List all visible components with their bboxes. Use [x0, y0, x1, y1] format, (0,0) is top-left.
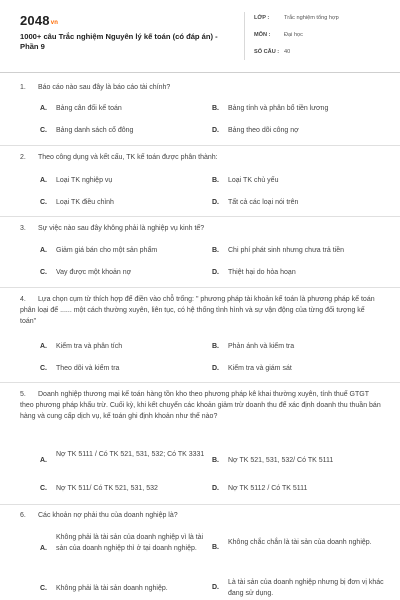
logo-text: 2048: [20, 13, 50, 28]
option-label: C.: [40, 585, 47, 592]
option-label: A.: [40, 177, 47, 184]
meta-value: Đại học: [284, 32, 303, 38]
site-logo[interactable]: [20, 13, 58, 28]
question-text: Các khoản nợ phải thu của doanh nghiệp là?: [38, 512, 178, 519]
question-number: 6.: [20, 512, 26, 519]
question-text: Lựa chọn cụm từ thích hợp để điền vào chỗ trống: " phương pháp tài khoản kế toán là phương pháp kế toán phân loại để ...... một cách thường xuyên, liên tục, có hệ thống tình hình và sự vận động của từng đối tượng kế toán": [20, 296, 375, 325]
question-number: 3.: [20, 225, 26, 232]
option-text: Bảng tính và phân bổ tiền lương: [228, 105, 329, 112]
option-text: Giảm giá bán cho một sản phẩm: [56, 247, 158, 254]
option-text: Theo dõi và kiểm tra: [56, 365, 120, 372]
option-text: Kiểm tra và phân tích: [56, 343, 123, 350]
option-text: Tất cả các loại nói trên: [228, 199, 299, 206]
option-label: D.: [212, 365, 219, 372]
option-text: Bảng danh sách cổ đông: [56, 127, 134, 134]
question-divider: [0, 145, 400, 146]
question-text: Sự việc nào sau đây không phải là nghiệp vụ kinh tế?: [38, 225, 205, 232]
question-number: 5.: [20, 391, 26, 398]
option-label: A.: [40, 343, 47, 350]
option-label: D.: [212, 127, 219, 134]
option-label: B.: [212, 343, 219, 350]
document-meta: [254, 15, 394, 66]
option-text: Kiểm tra và giám sát: [228, 365, 292, 372]
option-text: Thiệt hại do hỏa hoạn: [228, 269, 296, 276]
meta-key: MÔN :: [254, 32, 271, 38]
question-5: [20, 389, 382, 422]
question-1: [20, 82, 382, 93]
option-label: A.: [40, 105, 47, 112]
page-title: 1000+ câu Trắc nghiệm Nguyên lý kế toán (có đáp án) - Phần 9: [20, 32, 218, 51]
logo-suffix: vn: [50, 20, 59, 26]
option-text: Phản ánh và kiểm tra: [228, 343, 295, 350]
option-label: A.: [40, 247, 47, 254]
option-text: Nợ TK 511/ Có TK 521, 531, 532: [56, 485, 158, 492]
meta-value: Trắc nghiệm tổng hợp: [284, 15, 339, 21]
meta-row-count: [254, 49, 394, 66]
option-label: B.: [212, 105, 219, 112]
question-text: Theo công dụng và kết cấu, TK kế toán được phân thành:: [38, 154, 218, 161]
question-divider: [0, 216, 400, 217]
option-text: Nợ TK 521, 531, 532/ Có TK 5111: [228, 457, 334, 464]
question-4: [20, 294, 382, 327]
option-label: C.: [40, 365, 47, 372]
meta-key: LỚP :: [254, 15, 270, 21]
option-label: B.: [212, 177, 219, 184]
option-label: A.: [40, 545, 47, 552]
option-text: Nợ TK 5112 / Có TK 5111: [228, 485, 308, 492]
option-text: Bảng cân đối kế toán: [56, 105, 122, 112]
question-divider: [0, 382, 400, 383]
option-label: C.: [40, 485, 47, 492]
option-label: D.: [212, 199, 219, 206]
option-text: Là tài sản của doanh nghiệp nhưng bị đơn vị khác đang sử dụng.: [228, 579, 384, 597]
option-text: Nợ TK 5111 / Có TK 521, 531, 532; Có TK 3331: [56, 451, 205, 458]
option-text: Loại TK nghiệp vụ: [56, 177, 113, 184]
option-text: Vay được một khoản nợ: [56, 269, 132, 276]
option-label: D.: [212, 584, 219, 591]
option-label: B.: [212, 247, 219, 254]
option-label: D.: [212, 485, 219, 492]
option-text: Bảng theo dõi công nợ: [228, 127, 299, 134]
option-label: C.: [40, 199, 47, 206]
question-divider: [0, 287, 400, 288]
question-text: Doanh nghiệp thương mại kế toán hàng tồn kho theo phương pháp kê khai thường xuyên, tính thuế GTGT theo phương pháp khấu trừ. Cuối kỳ, khi kết chuyển các khoản giảm trừ doanh thu để xác định doanh thu thuần bán hàng và cung cấp dịch vụ, kế toán ghi định khoản như thế nào?: [20, 391, 381, 420]
question-number: 2.: [20, 154, 26, 161]
option-text: Loại TK chủ yếu: [228, 177, 279, 184]
option-label: C.: [40, 127, 47, 134]
option-label: D.: [212, 269, 219, 276]
meta-key: SỐ CÂU :: [254, 49, 280, 55]
meta-row-class: [254, 15, 394, 32]
question-2: [20, 152, 382, 163]
option-label: C.: [40, 269, 47, 276]
option-text: Không chắc chắn là tài sản của doanh nghiệp.: [228, 539, 372, 546]
header-divider: [244, 12, 245, 60]
question-3: [20, 223, 382, 234]
question-text: Báo cáo nào sau đây là báo cáo tài chính?: [38, 84, 171, 91]
question-divider: [0, 504, 400, 505]
question-6: [20, 510, 382, 521]
question-number: 1.: [20, 84, 26, 91]
option-text: Loại TK điều chỉnh: [56, 199, 114, 206]
option-text: Không phải là tài sản của doanh nghiệp vì là tài sản của doanh nghiệp thì ở tại doanh nghiệp.: [56, 534, 204, 552]
meta-row-subject: [254, 32, 394, 49]
question-number: 4.: [20, 296, 26, 303]
option-label: B.: [212, 544, 219, 551]
option-text: Không phải là tài sản doanh nghiệp.: [56, 585, 168, 592]
option-label: B.: [212, 457, 219, 464]
option-text: Chi phí phát sinh nhưng chưa trả tiền: [228, 247, 344, 254]
document-header: [0, 0, 400, 73]
meta-value: 40: [284, 49, 291, 55]
option-label: A.: [40, 457, 47, 464]
